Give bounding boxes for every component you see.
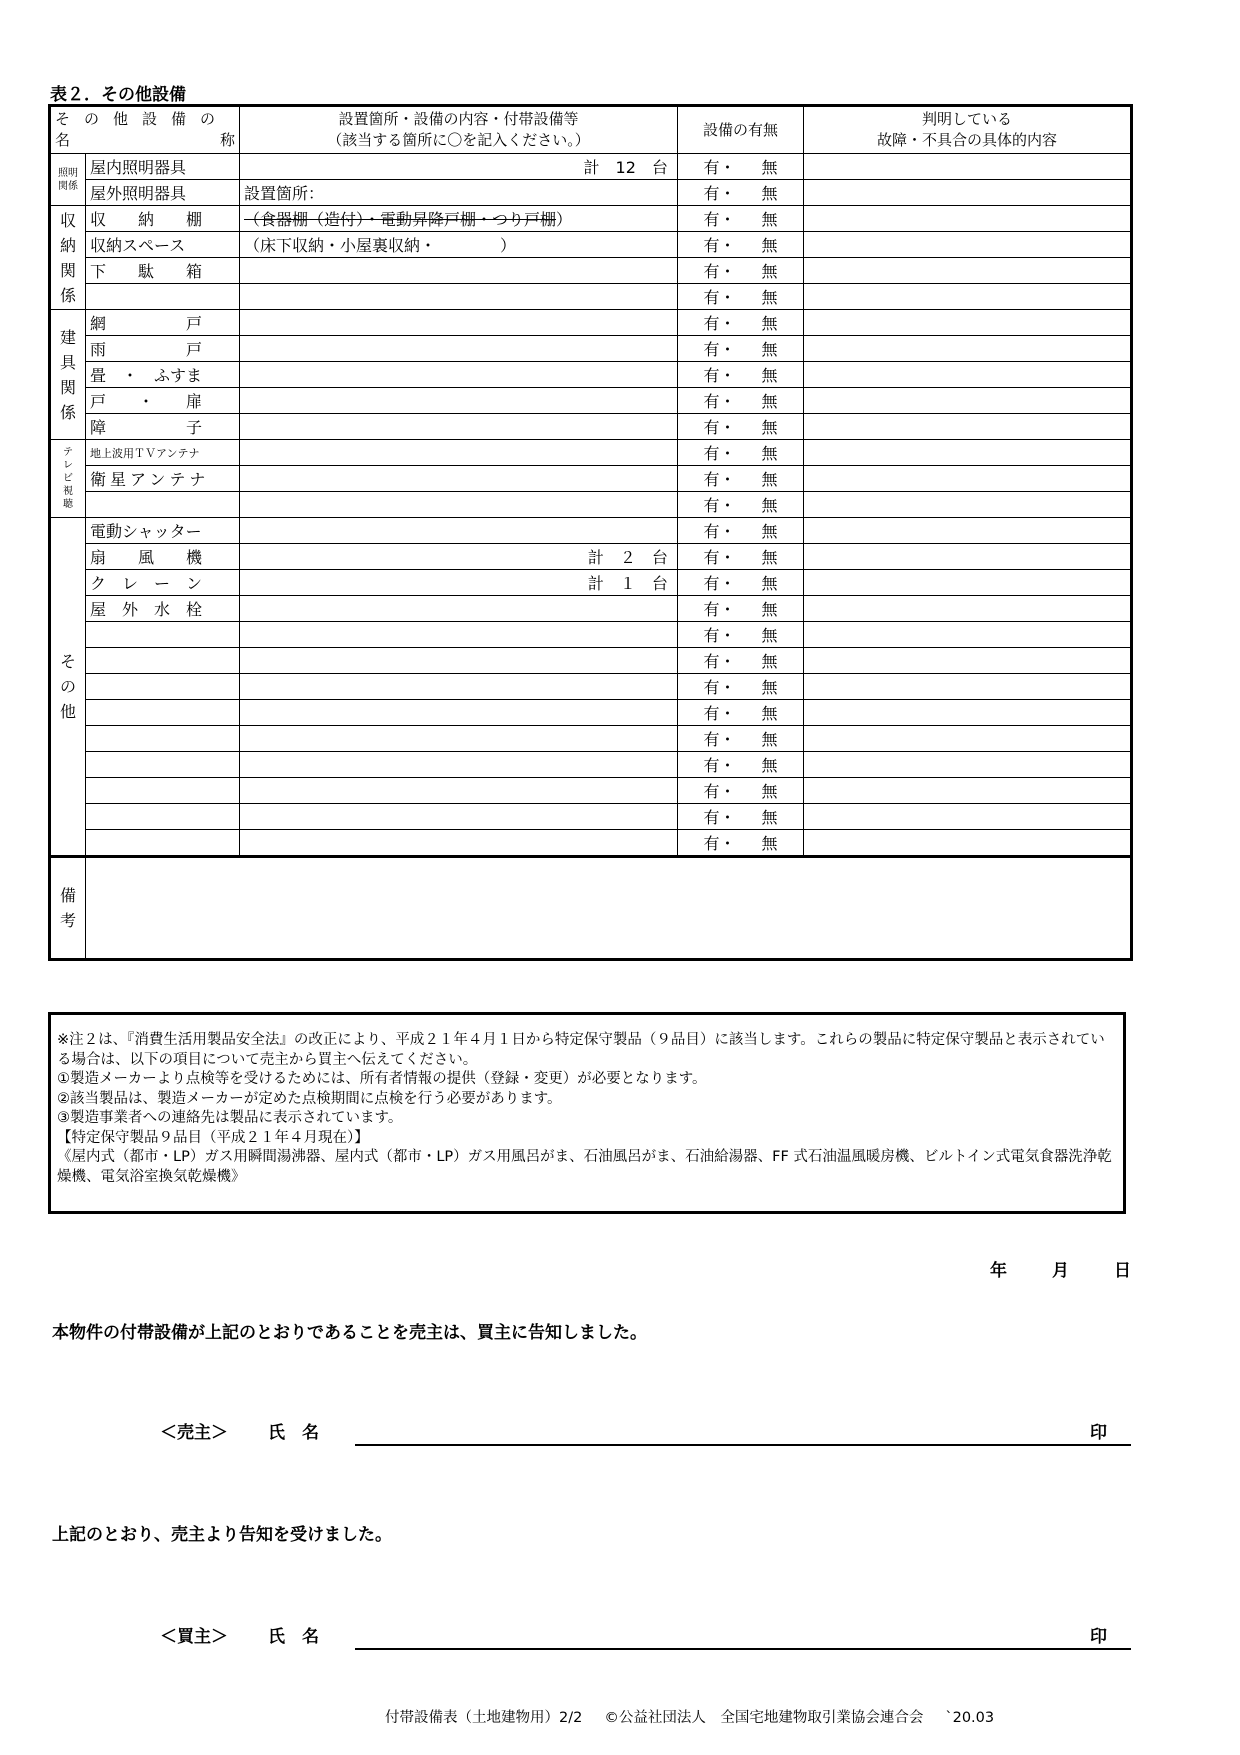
defect-cell[interactable] [804,648,1132,674]
table-title: 表２．その他設備 [50,85,186,105]
date-month: 月 [1052,1261,1069,1281]
remarks-row [50,857,1132,960]
table-row [50,544,1132,570]
item-name: 扇 風 機 [86,544,240,570]
table-row [50,206,1132,232]
seller-signature-line[interactable] [355,1444,1131,1446]
table-row [50,492,1132,518]
presence-choice[interactable]: 有・ 無 [678,492,804,518]
seller-seal: 印 [1090,1423,1107,1443]
item-detail[interactable]: 計 １ 台 [240,570,678,596]
defect-cell[interactable] [804,778,1132,804]
presence-choice[interactable]: 有・ 無 [678,362,804,388]
item-name[interactable] [86,700,240,726]
defect-cell[interactable] [804,258,1132,284]
item-detail[interactable] [240,466,678,492]
presence-choice[interactable]: 有・ 無 [678,518,804,544]
item-detail[interactable]: 計 12 台 [240,154,678,180]
item-detail[interactable] [240,284,678,310]
table-row [50,596,1132,622]
item-name[interactable] [86,830,240,857]
item-detail[interactable] [240,336,678,362]
buyer-signature-line[interactable] [355,1648,1131,1650]
defect-cell[interactable] [804,414,1132,440]
presence-choice[interactable]: 有・ 無 [678,258,804,284]
table-row [50,752,1132,778]
item-detail[interactable] [240,388,678,414]
defect-cell[interactable] [804,310,1132,336]
header-defects: 判明している 故障・不具合の具体的内容 [804,106,1132,154]
item-detail[interactable] [240,492,678,518]
table-row [50,804,1132,830]
presence-choice[interactable]: 有・ 無 [678,154,804,180]
presence-choice[interactable]: 有・ 無 [678,310,804,336]
item-detail[interactable] [240,440,678,466]
table-row [50,648,1132,674]
presence-choice[interactable]: 有・ 無 [678,804,804,830]
item-name[interactable] [86,778,240,804]
header-location: 設置箇所・設備の内容・付帯設備等 （該当する箇所に〇を記入ください。） [240,106,678,154]
table-row [50,336,1132,362]
presence-choice[interactable]: 有・ 無 [678,622,804,648]
item-name[interactable] [86,726,240,752]
presence-choice[interactable]: 有・ 無 [678,232,804,258]
item-detail[interactable] [240,648,678,674]
item-detail[interactable]: 設置箇所： [240,180,678,206]
defect-cell[interactable] [804,830,1132,857]
defect-cell[interactable] [804,284,1132,310]
table-row [50,570,1132,596]
defect-cell[interactable] [804,440,1132,466]
item-detail[interactable]: 計 ２ 台 [240,544,678,570]
presence-choice[interactable]: 有・ 無 [678,570,804,596]
page-footer [385,1706,994,1727]
presence-choice[interactable]: 有・ 無 [678,752,804,778]
table-row [50,674,1132,700]
table-row [50,388,1132,414]
item-detail[interactable]: （食器棚（造付）・電動昇降戸棚・つり戸棚） [240,206,678,232]
footer-doc: 付帯設備表（土地建物用）2/2 [385,1710,583,1726]
defect-cell[interactable] [804,700,1132,726]
item-name: 収 納 棚 [86,206,240,232]
table-row [50,778,1132,804]
presence-choice[interactable]: 有・ 無 [678,388,804,414]
table-row [50,726,1132,752]
note-line: ①製造メーカーより点検等を受けるためには、所有者情報の提供（登録・変更）が必要となります。 [57,1071,707,1087]
table-row [50,180,1132,206]
presence-choice[interactable]: 有・ 無 [678,180,804,206]
group-lighting: 照明 関係 [50,154,86,206]
table-row [50,622,1132,648]
group-other: そ の 他 [50,518,86,857]
defect-cell[interactable] [804,622,1132,648]
note-line: ③製造事業者への連絡先は製品に表示されています。 [57,1110,403,1126]
item-detail[interactable] [240,622,678,648]
table-header-row [50,106,1132,154]
presence-choice[interactable]: 有・ 無 [678,700,804,726]
presence-choice[interactable]: 有・ 無 [678,778,804,804]
defect-cell[interactable] [804,466,1132,492]
defect-cell[interactable] [804,362,1132,388]
item-detail[interactable] [240,726,678,752]
defect-cell[interactable] [804,752,1132,778]
footer-version: `20.03 [945,1710,995,1726]
maintenance-note [48,1012,1126,1214]
item-detail[interactable] [240,804,678,830]
presence-choice[interactable]: 有・ 無 [678,726,804,752]
item-detail[interactable] [240,674,678,700]
item-detail[interactable] [240,258,678,284]
defect-cell[interactable] [804,336,1132,362]
item-name: 屋 外 水 栓 [86,596,240,622]
item-name[interactable] [86,804,240,830]
buyer-statement: 上記のとおり、売主より告知を受けました。 [52,1525,392,1545]
item-name: 畳 ・ ふすま [86,362,240,388]
item-detail[interactable] [240,518,678,544]
defect-cell[interactable] [804,726,1132,752]
item-name: 衛星アンテナ [86,466,240,492]
seller-signature-label: ＜売主＞ 氏 名 [160,1423,319,1443]
header-presence: 設備の有無 [678,106,804,154]
note-line: ②該当製品は、製造メーカーが定めた点検期間に点検を行う必要があります。 [57,1090,562,1107]
table-row [50,440,1132,466]
item-detail[interactable] [240,752,678,778]
item-name: 下 駄 箱 [86,258,240,284]
item-name: 地上波用ＴＶアンテナ [86,440,240,466]
presence-choice[interactable]: 有・ 無 [678,284,804,310]
presence-choice[interactable]: 有・ 無 [678,440,804,466]
footer-org: ©公益社団法人 全国宅地建物取引業協会連合会 [604,1710,924,1726]
table-row [50,700,1132,726]
defect-cell[interactable] [804,180,1132,206]
item-name[interactable] [86,648,240,674]
remarks-field[interactable] [86,857,1132,960]
item-detail[interactable] [240,700,678,726]
table-row [50,518,1132,544]
table-row [50,258,1132,284]
note-line: 《屋内式（都市・LP）ガス用瞬間湯沸器、屋内式（都市・LP）ガス用風呂がま、石油風呂がま、石油給湯器、FF 式石油温風暖房機、ビルトイン式電気食器洗浄乾燥機、電気浴室換気乾燥機》 [57,1149,1112,1185]
defect-cell[interactable] [804,596,1132,622]
item-name: 屋外照明器具 [86,180,240,206]
presence-choice[interactable]: 有・ 無 [678,414,804,440]
item-name: 電動シャッター [86,518,240,544]
item-name: 屋内照明器具 [86,154,240,180]
table-row [50,154,1132,180]
item-name: 障 子 [86,414,240,440]
table-row [50,414,1132,440]
date-year: 年 [990,1261,1007,1281]
item-name[interactable] [86,674,240,700]
defect-cell[interactable] [804,518,1132,544]
group-tv: テ レ ビ 視 聴 [50,440,86,518]
item-detail[interactable] [240,362,678,388]
item-name[interactable] [86,752,240,778]
buyer-seal: 印 [1090,1627,1107,1647]
defect-cell[interactable] [804,388,1132,414]
group-fittings: 建 具 関 係 [50,310,86,440]
presence-choice[interactable]: 有・ 無 [678,466,804,492]
note-line: 【特定保守製品９品目（平成２１年４月現在）】 [57,1129,369,1146]
defect-cell[interactable] [804,804,1132,830]
item-name: 雨 戸 [86,336,240,362]
presence-choice[interactable]: 有・ 無 [678,544,804,570]
item-detail[interactable] [240,310,678,336]
table-row [50,284,1132,310]
item-detail[interactable] [240,778,678,804]
item-detail[interactable] [240,596,678,622]
table-row [50,830,1132,857]
group-remarks: 備 考 [50,857,86,960]
defect-cell[interactable] [804,492,1132,518]
buyer-signature-label: ＜買主＞ 氏 名 [160,1627,319,1647]
item-name[interactable] [86,492,240,518]
defect-cell[interactable] [804,206,1132,232]
item-name: 網 戸 [86,310,240,336]
item-detail[interactable] [240,830,678,857]
seller-statement: 本物件の付帯設備が上記のとおりであることを売主は、買主に告知しました。 [52,1323,647,1343]
defect-cell[interactable] [804,544,1132,570]
other-equipment-table [48,104,1133,961]
defect-cell[interactable] [804,674,1132,700]
item-detail[interactable]: （床下収納・小屋裏収納・ ） [240,232,678,258]
group-storage: 収 納 関 係 [50,206,86,310]
date-day: 日 [1114,1261,1131,1281]
date-fields[interactable] [990,1256,1131,1281]
presence-choice[interactable]: 有・ 無 [678,648,804,674]
defect-cell[interactable] [804,154,1132,180]
item-name: ク レ ー ン [86,570,240,596]
presence-choice[interactable]: 有・ 無 [678,674,804,700]
header-name: その他設備の 名 称 [50,106,240,154]
presence-choice[interactable]: 有・ 無 [678,596,804,622]
item-name[interactable] [86,284,240,310]
defect-cell[interactable] [804,232,1132,258]
note-line: ※注２は、『消費生活用製品安全法』の改正により、平成２１年４月１日から特定保守製品（９品目）に該当します。これらの製品に特定保守製品と表示されている場合は、以下の項目について売主から買主へ伝えてください。 [57,1032,1105,1068]
item-name: 収納スペース [86,232,240,258]
table-row [50,362,1132,388]
item-name[interactable] [86,622,240,648]
presence-choice[interactable]: 有・ 無 [678,830,804,857]
table-row [50,466,1132,492]
presence-choice[interactable]: 有・ 無 [678,336,804,362]
item-detail[interactable] [240,414,678,440]
presence-choice[interactable]: 有・ 無 [678,206,804,232]
table-row [50,310,1132,336]
table-row [50,232,1132,258]
defect-cell[interactable] [804,570,1132,596]
item-name: 戸 ・ 扉 [86,388,240,414]
